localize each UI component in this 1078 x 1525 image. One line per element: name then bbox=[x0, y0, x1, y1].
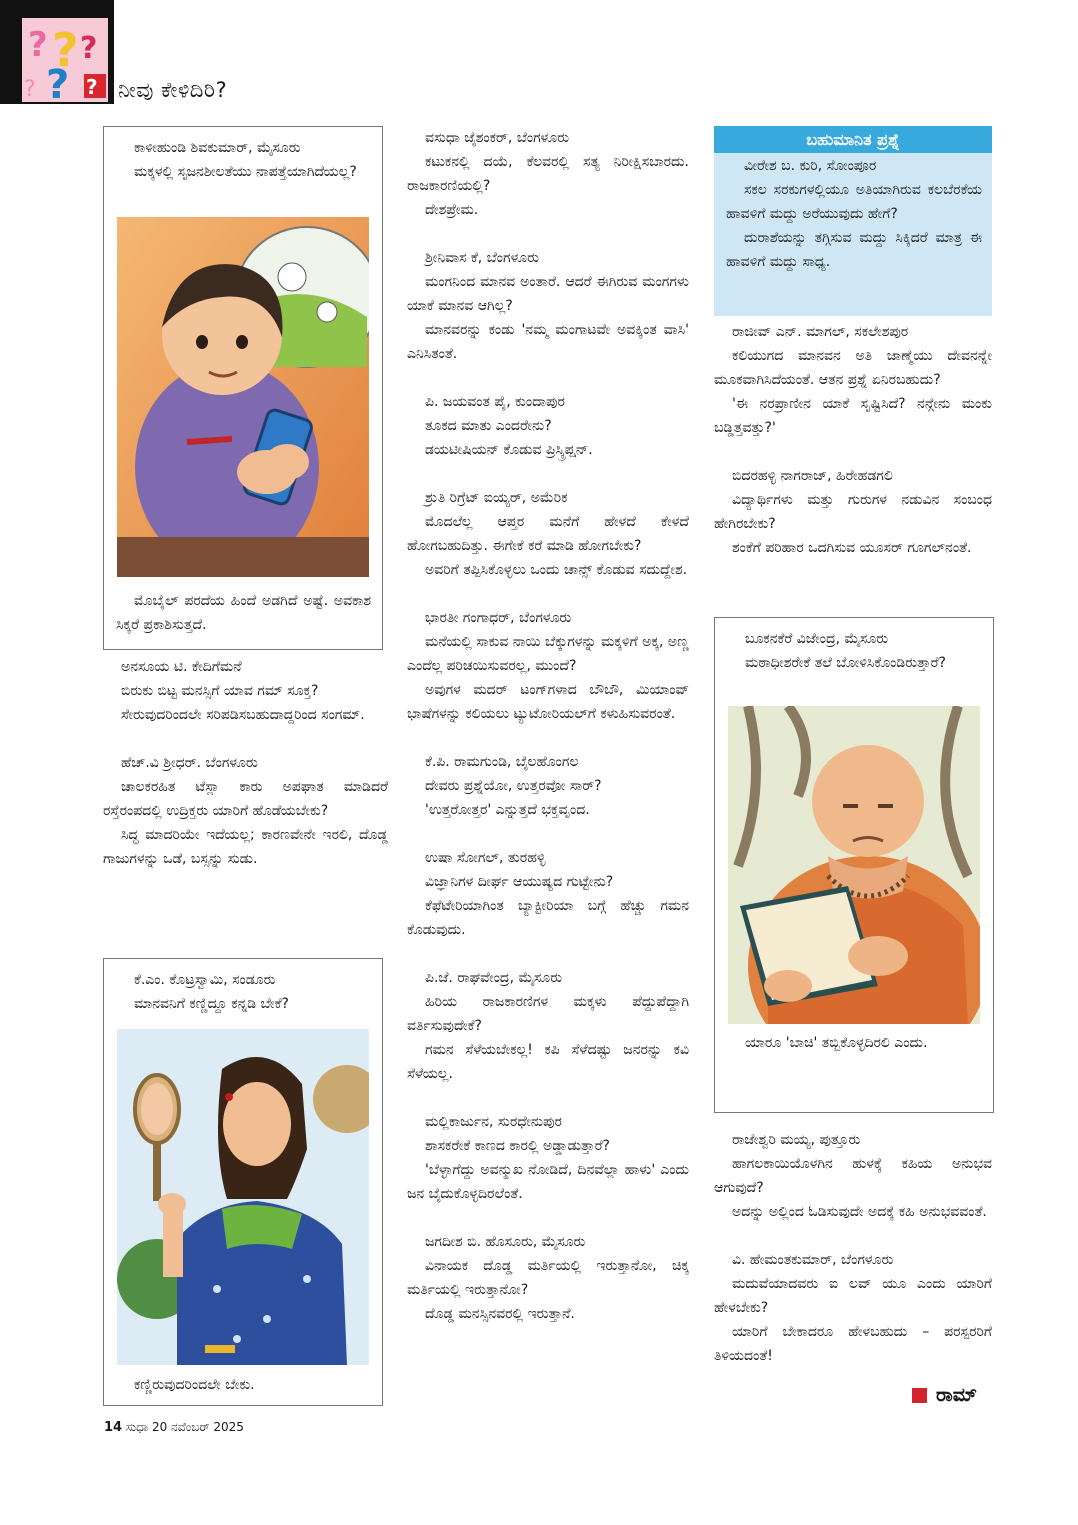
questioner-name: ಶ್ರೀನಿವಾಸ ಕೆ, ಬೆಂಗಳೂರು bbox=[425, 250, 539, 266]
questioner-name: ಶ್ರುತಿ ರಿಗ್ರೆಟ್ ಐಯ್ಯರ್, ಅಮೆರಿಕ bbox=[425, 490, 568, 506]
qa-item bbox=[407, 750, 689, 822]
qa-item bbox=[407, 126, 689, 222]
questioner-name: ಅನಸೂಯ ಟಿ. ಕೇದಿಗೆಮನೆ bbox=[121, 659, 242, 675]
questioner-name: ಕೆ.ಪಿ. ರಾಮಗುಂಡಿ, ಬೈಲಹೊಂಗಲ bbox=[425, 754, 579, 770]
answer-text: ಅವುಗಳ ಮದರ್ ಟಂಗ್‌ಗಳಾದ ಬೌಬೌ, ಮಿಯಾಂವ್ ಭಾಷೆಗಳನ್ನು ಕಲಿಯಲು ಟ್ಯುಟೋರಿಯಲ್‌ಗೆ ಕಳುಹಿಸುವರಂತೆ. bbox=[407, 682, 689, 722]
prize-question-heading: ಬಹುಮಾನಿತ ಪ್ರಶ್ನೆ bbox=[714, 126, 992, 153]
answer-text: ಶಂಕೆಗೆ ಪರಿಹಾರ ಒದಗಿಸುವ ಯೂಸರ್ ಗೂಗಲ್‌ನಂತೆ. bbox=[732, 540, 972, 556]
question-text: ಮಾನವನಿಗೆ ಕಣ್ಣಿದ್ದೂ ಕನ್ನಡಿ ಬೇಕೆ? bbox=[134, 996, 289, 1012]
questioner-name: ಭಾರತೀ ಗಂಗಾಧರ್, ಬೆಂಗಳೂರು bbox=[425, 610, 572, 626]
boy-with-mobile-illustration bbox=[117, 217, 369, 577]
questioner-name: ಹೆಚ್.ವಿ ಶ್ರೀಧರ್. ಬೆಂಗಳೂರು bbox=[121, 755, 258, 771]
question-text: ಸಕಲ ಸರಕುಗಳಲ್ಲಿಯೂ ಅತಿಯಾಗಿರುವ ಕಲಬೆರಕೆಯ ಹಾವಳಿಗೆ ಮದ್ದು ಅರೆಯುವುದು ಹೇಗೆ? bbox=[726, 182, 982, 222]
question-text: ಮಕ್ಕಳಲ್ಲಿ ಸೃಜನಶೀಲತೆಯು ನಾಪತ್ತೆಯಾಗಿದೆಯಲ್ಲ? bbox=[134, 164, 357, 180]
question-text: ಮದುವೆಯಾದವರು ಐ ಲವ್ ಯೂ ಎಂದು ಯಾರಿಗೆ ಹೇಳಬೇಕು? bbox=[714, 1276, 992, 1316]
author-name: ರಾಮ್ bbox=[936, 1384, 977, 1406]
answer-text: ಮೊಬೈಲ್ ಪರದೆಯ ಹಿಂದೆ ಅಡಗಿದೆ ಅಷ್ಟೆ. ಅವಕಾಶ ಸಿಕ್ಕರೆ ಪ್ರಕಾಶಿಸುತ್ತದೆ. bbox=[116, 593, 371, 633]
question-text: ಮಂಗನಿಂದ ಮಾನವ ಅಂತಾರೆ. ಆದರೆ ಈಗಿರುವ ಮಂಗಗಳು ಯಾಕೆ ಮಾನವ ಆಗಿಲ್ಲ? bbox=[407, 274, 689, 314]
questioner-name: ಕಾಳೀಹುಂಡಿ ಶಿವಕುಮಾರ್, ಮೈಸೂರು bbox=[134, 140, 301, 156]
svg-text:?: ? bbox=[80, 31, 98, 66]
answer-text: 'ಉತ್ತರೋತ್ತರ' ಎನ್ನುತ್ತದೆ ಭಕ್ತವೃಂದ. bbox=[425, 802, 590, 818]
svg-text:?: ? bbox=[28, 25, 48, 65]
questioner-name: ಪಿ.ಜೆ. ರಾಘವೇಂದ್ರ, ಮೈಸೂರು bbox=[425, 970, 563, 986]
page-number: 14 bbox=[104, 1420, 123, 1435]
answer-text: ದೇಶಪ್ರೇಮ. bbox=[425, 202, 479, 218]
question-text: ಮಠಾಧೀಶರೇಕೆ ತಲೆ ಬೋಳಿಸಿಕೊಂಡಿರುತ್ತಾರೆ? bbox=[745, 655, 946, 671]
questioner-name: ಕೆ.ಎಂ. ಕೊಟ್ರಸ್ವಾಮಿ, ಸಂಡೂರು bbox=[134, 972, 276, 988]
prize-question-box bbox=[714, 126, 992, 316]
column-logo bbox=[0, 0, 114, 104]
qa-item bbox=[714, 320, 992, 440]
woman-with-mirror-illustration bbox=[117, 1029, 369, 1365]
questioner-name: ಮಲ್ಲಿಕಾರ್ಜುನ, ಸುರಧೇನುಪುರ bbox=[425, 1114, 562, 1130]
questioner-name: ಬಿದರಹಳ್ಳಿ ನಾಗರಾಜ್, ಹಿರೇಹಡಗಲಿ bbox=[732, 468, 893, 484]
answer-text: ಗಮನ ಸೆಳೆಯಬೇಕಲ್ಲ! ಕಪಿ ಸೆಳೆದಷ್ಟು ಜನರನ್ನು ಕವಿ ಸೆಳೆಯಲ್ಲ. bbox=[407, 1042, 689, 1082]
qa-item bbox=[407, 966, 689, 1086]
qa-item bbox=[407, 606, 689, 726]
answer-text: ದೊಡ್ಡ ಮನಸ್ಸಿನವರಲ್ಲಿ ಇರುತ್ತಾನೆ. bbox=[425, 1306, 575, 1322]
qa-item bbox=[714, 1248, 992, 1368]
questioner-name: ರಾಜೀವ್ ಎನ್. ಮಾಗಲ್, ಸಕಲೇಶಪುರ bbox=[732, 324, 909, 340]
answer-text: ಕೆಫೆಟೇರಿಯಾಗಿಂತ ಬ್ಯಾಕ್ಟೀರಿಯಾ ಬಗ್ಗೆ ಹೆಚ್ಚು ಗಮನ ಕೊಡುವುದು. bbox=[407, 898, 689, 938]
answer-text: ಯಾರೂ 'ಬಾಚಿ' ತಬ್ಬಿಕೊಳ್ಳದಿರಲಿ ಎಂದು. bbox=[745, 1035, 928, 1051]
page-footer bbox=[104, 1420, 244, 1435]
svg-text:?: ? bbox=[46, 62, 70, 102]
question-text: ತೂಕದ ಮಾತು ಎಂದರೇನು? bbox=[425, 418, 552, 434]
questioner-name: ಪಿ. ಜಯವಂತ ಪೈ, ಕುಂದಾಪುರ bbox=[425, 394, 565, 410]
red-square-icon bbox=[912, 1388, 927, 1403]
question-text: ಮನೆಯಲ್ಲಿ ಸಾಕುವ ನಾಯಿ ಬೆಕ್ಕುಗಳನ್ನು ಮಕ್ಕಳಿಗೆ ಅಕ್ಕ, ಅಣ್ಣ ಎಂದೆಲ್ಲ ಪರಿಚಯಿಸುವರಲ್ಲ, ಮುಂದೆ? bbox=[407, 634, 690, 674]
column-3-lower bbox=[714, 1128, 992, 1368]
qa-item bbox=[103, 655, 388, 727]
qa-item bbox=[407, 246, 689, 366]
author-signature bbox=[912, 1384, 977, 1406]
question-text: ಹಿರಿಯ ರಾಜಕಾರಣಿಗಳ ಮಕ್ಕಳು ಪೆದ್ದುಪೆದ್ದಾಗಿ ವರ್ತಿಸುವುದೇಕೆ? bbox=[407, 994, 689, 1034]
monk-reading-book-illustration bbox=[728, 706, 980, 1024]
qa-item bbox=[407, 1230, 689, 1326]
answer-text: ಮಾನವರನ್ನು ಕಂಡು 'ನಮ್ಮ ಮಂಗಾಟವೇ ಅವಕ್ಕಿಂತ ವಾಸಿ' ಎನಿಸಿತಂತೆ. bbox=[407, 322, 689, 362]
answer-text: ದುರಾಶೆಯನ್ನು ತಗ್ಗಿಸುವ ಮದ್ದು ಸಿಕ್ಕಿದರೆ ಮಾತ್ರ ಈ ಹಾವಳಿಗೆ ಮದ್ದು ಸಾಧ್ಯ. bbox=[726, 230, 982, 270]
questioner-name: ಬೂಕನಕೆರೆ ವಿಜೇಂದ್ರ, ಮೈಸೂರು bbox=[745, 631, 889, 647]
qa-item bbox=[407, 390, 689, 462]
question-marks-logo-art bbox=[22, 18, 108, 102]
question-text: ಕಟುಕನಲ್ಲಿ ದಯೆ, ಕೆಲವರಲ್ಲಿ ಸತ್ಯ ನಿರೀಕ್ಷಿಸಬಾರದು. ರಾಜಕಾರಣಿಯಲ್ಲಿ? bbox=[407, 154, 689, 194]
answer-text: 'ಬೆಳ್ಳಾಗೆದ್ದು ಅವನ್ಮುಖ ನೋಡಿದೆ, ದಿನವೆಲ್ಲಾ ಹಾಳು' ಎಂದು ಜನ ಬೈದುಕೊಳ್ಳದಿರಲೆಂತೆ. bbox=[407, 1162, 689, 1202]
questioner-name: ವೀರೇಶ ಬ. ಕುರಿ, ಸೋಂಪೂರ bbox=[744, 158, 877, 174]
question-text: ಬಿರುಕು ಬಿಟ್ಟ ಮನಸ್ಸಿಗೆ ಯಾವ ಗಮ್ ಸೂಕ್ತ? bbox=[121, 683, 319, 699]
answer-text: ಸೇರುವುದರಿಂದಲೇ ಸರಿಪಡಿಸಬಹುದಾದ್ದರಿಂದ ಸಂಗಮ್. bbox=[121, 707, 365, 723]
qa-item bbox=[714, 464, 992, 560]
magazine-name: ಸುಧಾ bbox=[125, 1420, 149, 1434]
issue-date: 20 ನವೆಂಬರ್ 2025 bbox=[151, 1420, 244, 1434]
questioner-name: ವಿ. ಹೇಮಂತಕುಮಾರ್, ಬೆಂಗಳೂರು bbox=[732, 1252, 894, 1268]
question-text: ಹಾಗಲಕಾಯಿಯೊಳಗಿನ ಹುಳಕ್ಕೆ ಕಹಿಯ ಅನುಭವ ಆಗುವುದೆ? bbox=[714, 1156, 992, 1196]
answer-text: ಸಿದ್ಧ ಮಾದರಿಯೇ ಇದೆಯಲ್ಲ; ಕಾರಣವೇನೇ ಇರಲಿ, ದೊಡ್ಡ ಗಾಜುಗಳನ್ನು ಒಡೆ, ಬಸ್ಸನ್ನು ಸುಡು. bbox=[103, 827, 388, 867]
questioner-name: ಜಗದೀಶ ಬಿ. ಹೊಸೂರು, ಮೈಸೂರು bbox=[425, 1234, 586, 1250]
qa-box-monk bbox=[714, 617, 994, 1113]
question-text: ಚಾಲಕರಹಿತ ಟೆಸ್ಲಾ ಕಾರು ಅಪಘಾತ ಮಾಡಿದರೆ ರಸ್ತೆರಂಪದಲ್ಲಿ ಉದ್ರಿಕ್ತರು ಯಾರಿಗೆ ಹೊಡೆಯಬೇಕು? bbox=[103, 779, 388, 819]
section-title: ನೀವು ಕೇಳಿದಿರಿ? bbox=[118, 78, 228, 102]
qa-item bbox=[407, 1110, 689, 1206]
question-text: ದೇವರು ಪ್ರಶ್ನೆಯೋ, ಉತ್ತರವೋ ಸಾರ್? bbox=[425, 778, 602, 794]
column-2 bbox=[407, 126, 689, 1326]
question-text: ವಿದ್ಯಾರ್ಥಿಗಳು ಮತ್ತು ಗುರುಗಳ ನಡುವಿನ ಸಂಬಂಧ ಹೇಗಿರಬೇಕು? bbox=[714, 492, 992, 532]
questioner-name: ವಸುಧಾ ಜೈಶಂಕರ್, ಬೆಂಗಳೂರು bbox=[425, 130, 570, 146]
answer-text: ಅವರಿಗೆ ತಪ್ಪಿಸಿಕೊಳ್ಳಲು ಒಂದು ಚಾನ್ಸ್ ಕೊಡುವ ಸದುದ್ದೇಶ. bbox=[425, 562, 688, 578]
svg-text:?: ? bbox=[24, 77, 36, 102]
qa-item bbox=[103, 751, 388, 871]
qa-item bbox=[407, 846, 689, 942]
question-text: ಮೊದಲೆಲ್ಲ ಆಪ್ತರ ಮನೆಗೆ ಹೇಳದೆ ಕೇಳದೆ ಹೋಗಬಹುದಿತ್ತು. ಈಗೇಕೆ ಕರೆ ಮಾಡಿ ಹೋಗಬೇಕು? bbox=[407, 514, 689, 554]
answer-text: 'ಈ ನರಪ್ರಾಣೀನ ಯಾಕೆ ಸೃಷ್ಟಿಸಿದೆ? ನನ್ಗೇನು ಮಂಕು ಬಡ್ಡಿತ್ತವತ್ತು?' bbox=[714, 396, 992, 436]
qa-box-child-mobile bbox=[103, 126, 383, 650]
questioner-name: ಉಷಾ ಸೋಗಲ್, ತುರಹಳ್ಳಿ bbox=[425, 850, 546, 866]
qa-item bbox=[407, 486, 689, 582]
answer-text: ಡಯಟೀಷಿಯನ್ ಕೊಡುವ ಪ್ರಿಸ್ಕ್ರಿಪ್ಷನ್. bbox=[425, 442, 593, 458]
qa-box-mirror bbox=[103, 958, 383, 1406]
svg-text:?: ? bbox=[52, 23, 79, 77]
answer-text: ಯಾರಿಗೆ ಬೇಕಾದರೂ ಹೇಳಬಹುದು – ಪರಸ್ಪರರಿಗೆ ತಿಳಿಯದಂತೆ! bbox=[714, 1324, 992, 1364]
answer-text: ಅದನ್ನು ಅಲ್ಲಿಂದ ಓಡಿಸುವುದೇ ಅದಕ್ಕೆ ಕಹಿ ಅನುಭವವಂತೆ. bbox=[732, 1204, 987, 1220]
question-text: ಶಾಸಕರೇಕೆ ಕಾಣದ ಕಾರಲ್ಲಿ ಅಡ್ಡಾಡುತ್ತಾರೆ? bbox=[425, 1138, 610, 1154]
question-text: ವಿಜ್ಞಾನಿಗಳ ದೀರ್ಘ ಆಯುಷ್ಯದ ಗುಟ್ಟೇನು? bbox=[425, 874, 614, 890]
answer-text: ಕಣ್ಣಿರುವುದರಿಂದಲೇ ಬೇಕು. bbox=[134, 1377, 255, 1393]
svg-text:?: ? bbox=[86, 75, 98, 99]
question-text: ಕಲಿಯುಗದ ಮಾನವನ ಅತಿ ಜಾಣ್ಮೆಯು ದೇವನನ್ನೇ ಮೂಕವಾಗಿಸಿದೆಯಂತೆ. ಆತನ ಪ್ರಶ್ನೆ ಏನಿರಬಹುದು? bbox=[714, 348, 992, 388]
column-3-upper bbox=[714, 320, 992, 560]
qa-item bbox=[714, 1128, 992, 1224]
column-1-lower bbox=[103, 655, 388, 895]
questioner-name: ರಾಜೇಶ್ವರಿ ಮಯ್ಯ, ಪುತ್ತೂರು bbox=[732, 1132, 861, 1148]
question-text: ವಿನಾಯಕ ದೊಡ್ಡ ಮರ್ತಿಯಲ್ಲಿ ಇರುತ್ತಾನೋ, ಚಿಕ್ಕ ಮರ್ತಿಯಲ್ಲಿ ಇರುತ್ತಾನೋ? bbox=[407, 1258, 689, 1298]
